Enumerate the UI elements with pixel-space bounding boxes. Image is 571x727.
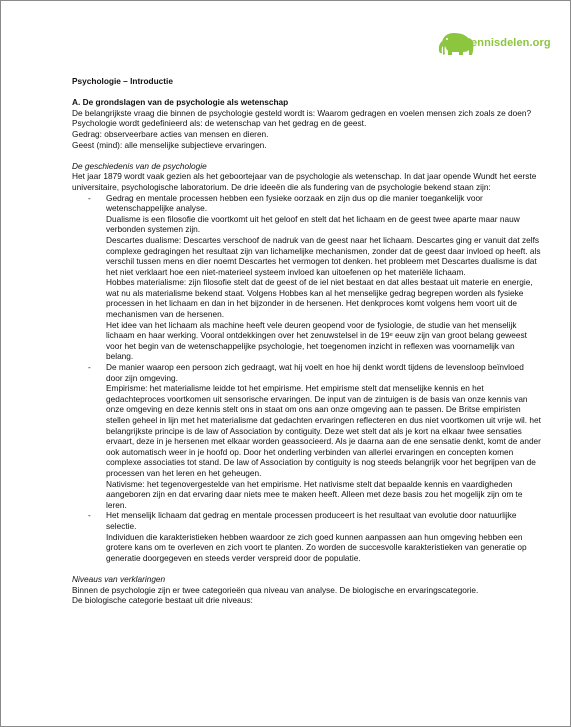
levels-heading: Niveaus van verklaringen [72, 573, 166, 584]
paragraph: Descartes dualisme: Descartes verschoof de nadruk van de geest naar het lichaam. Descartes ging er vanuit dat zelfs complexe gedragingen het resultaat zijn van lichamelijke mechanismen, zonder dat de geest daar invloed op heeft. als verschil tussen mens en dier noemt Descartes het vermogen tot denken. het probleem met Descartes dualisme is dat het niet verklaart hoe een niet-materieel systeem invloed kan uitoefenen op het materiële lichaam. [106, 234, 541, 277]
list-item [72, 193, 542, 363]
history-heading: De geschiedenis van de psychologie [72, 160, 207, 171]
list-dash: - [88, 192, 91, 203]
section-a-heading: A. De grondslagen van de psychologie als wetenschap [72, 97, 289, 108]
history-intro: Het jaar 1879 wordt vaak gezien als het geboortejaar van de psychologie als wetenschap. In dat jaar opende Wundt het eerste universitaire, psychologische laboratorium. De drie ideeën die als fundering van de psychologie bekend staan zijn: [72, 171, 537, 192]
paragraph: Binnen de psychologie zijn er twee categorieën qua niveau van analyse. De biologische en ervaringscategorie. [72, 584, 479, 595]
paragraph: Nativisme: het tegenovergestelde van het empirisme. Het nativisme stelt dat bepaalde kennis en vaardigheden aangeboren zijn en dat ervaring daar niets mee te maken heeft. Alleen met deze basis zou het mogelijk zijn om te leren. [106, 478, 523, 510]
paragraph: De biologische categorie bestaat uit drie niveaus: [72, 595, 253, 606]
document-body [72, 76, 542, 606]
paragraph: Hobbes materialisme: zijn filosofie stelt dat de geest of de iel niet bestaat en dat alles bestaat uit materie en energie, wat nu als materialisme bekend staat. Volgens Hobbes kan al het menselijke gedrag begrepen worden als fysieke processen in het lichaam en dan in het bijzonder in de hersenen. Het denkproces komt volgens hem voort uit de mechanismen van de hersenen. [106, 277, 533, 320]
paragraph: Het idee van het lichaam als machine heeft vele deuren geopend voor de fysiologie, de studie van het menselijk lichaam en haar werking. Vooral ontdekkingen over het zenuwstelsel in de 19ᵉ eeuw zijn van groot belang geweest voor het begin van de wetenschappelijke psychologie, het toegenomen inzicht in reflexen was voornamelijk van belang. [106, 319, 527, 362]
paragraph: Psychologie wordt gedefinieerd als: de wetenschap van het gedrag en de geest. [72, 118, 367, 129]
paragraph: Gedrag: observeerbare acties van mensen en dieren. [72, 128, 269, 139]
kennisdelen-logo[interactable] [437, 27, 555, 61]
list-item [72, 362, 542, 510]
list-dash: - [88, 362, 91, 373]
paragraph: De manier waarop een persoon zich gedraagt, wat hij voelt en hoe hij denkt wordt tijdens de levensloop beïnvloed door zijn omgeving. [106, 362, 524, 383]
paragraph: Dualisme is een filosofie die voortkomt uit het geloof en stelt dat het lichaam en de geest twee aparte maar nauw verbonden systemen zijn. [106, 213, 520, 235]
list-dash: - [88, 510, 91, 521]
paragraph: Gedrag en mentale processen hebben een fysieke oorzaak en zijn dus op die manier toegankelijk voor wetenschappelijke analyse. [106, 192, 483, 214]
paragraph: Individuen die karakteristieken hebben waardoor ze zich goed kunnen aanpassen aan hun omgeving hebben een grotere kans om te overleven en zich voort te planten. Zo worden de succesvolle karakteristieken van generatie op generatie doorgegeven en steeds verder verspreid door de populatie. [106, 531, 527, 563]
paragraph: Geest (mind): alle menselijke subjectieve ervaringen. [72, 139, 267, 150]
foundation-ideas-list [72, 193, 542, 564]
paragraph: De belangrijkste vraag die binnen de psychologie gesteld wordt is: Waarom gedragen en voelen mensen zich zoals ze doen? [72, 107, 532, 118]
paragraph: Het menselijk lichaam dat gedrag en mentale processen produceert is het resultaat van evolutie door natuurlijke selectie. [106, 510, 517, 531]
document-title: Psychologie – Introductie [72, 76, 173, 86]
list-item [72, 510, 542, 563]
paragraph: Empirisme: het materialisme leidde tot het empirisme. Het empirisme stelt dat menselijke kennis en het gedachteproces voortkomen uit sensorische ervaringen. De input van de zintuigen is de basis van onze kennis van onze omgeving en deze kennis stelt ons in staat om ons aan onze omgeving aan te passen. De Britse empiristen stellen geheel in lijn met het materialisme dat gedachten ervaringen reflecteren en dus niet voortkomen uit vrije wil. het belangrijkste principe is de law of Association by contiguity. Deze wet stelt dat als je kort na elkaar twee sensaties ervaart, deze in je hersenen met elkaar worden geassocieerd. Als je daarna aan de ene sensatie denkt, komt de ander ook automatisch weer in je hoofd op. Door het onderling verbinden van allerlei ervaringen en concepten komen complexe associaties tot stand. De law of Association by contiguity is nog steeds belangrijk voor het begrijpen van de processen van het leren en het geheugen. [106, 383, 541, 478]
logo-text: Kennisdelen.org [463, 37, 551, 49]
